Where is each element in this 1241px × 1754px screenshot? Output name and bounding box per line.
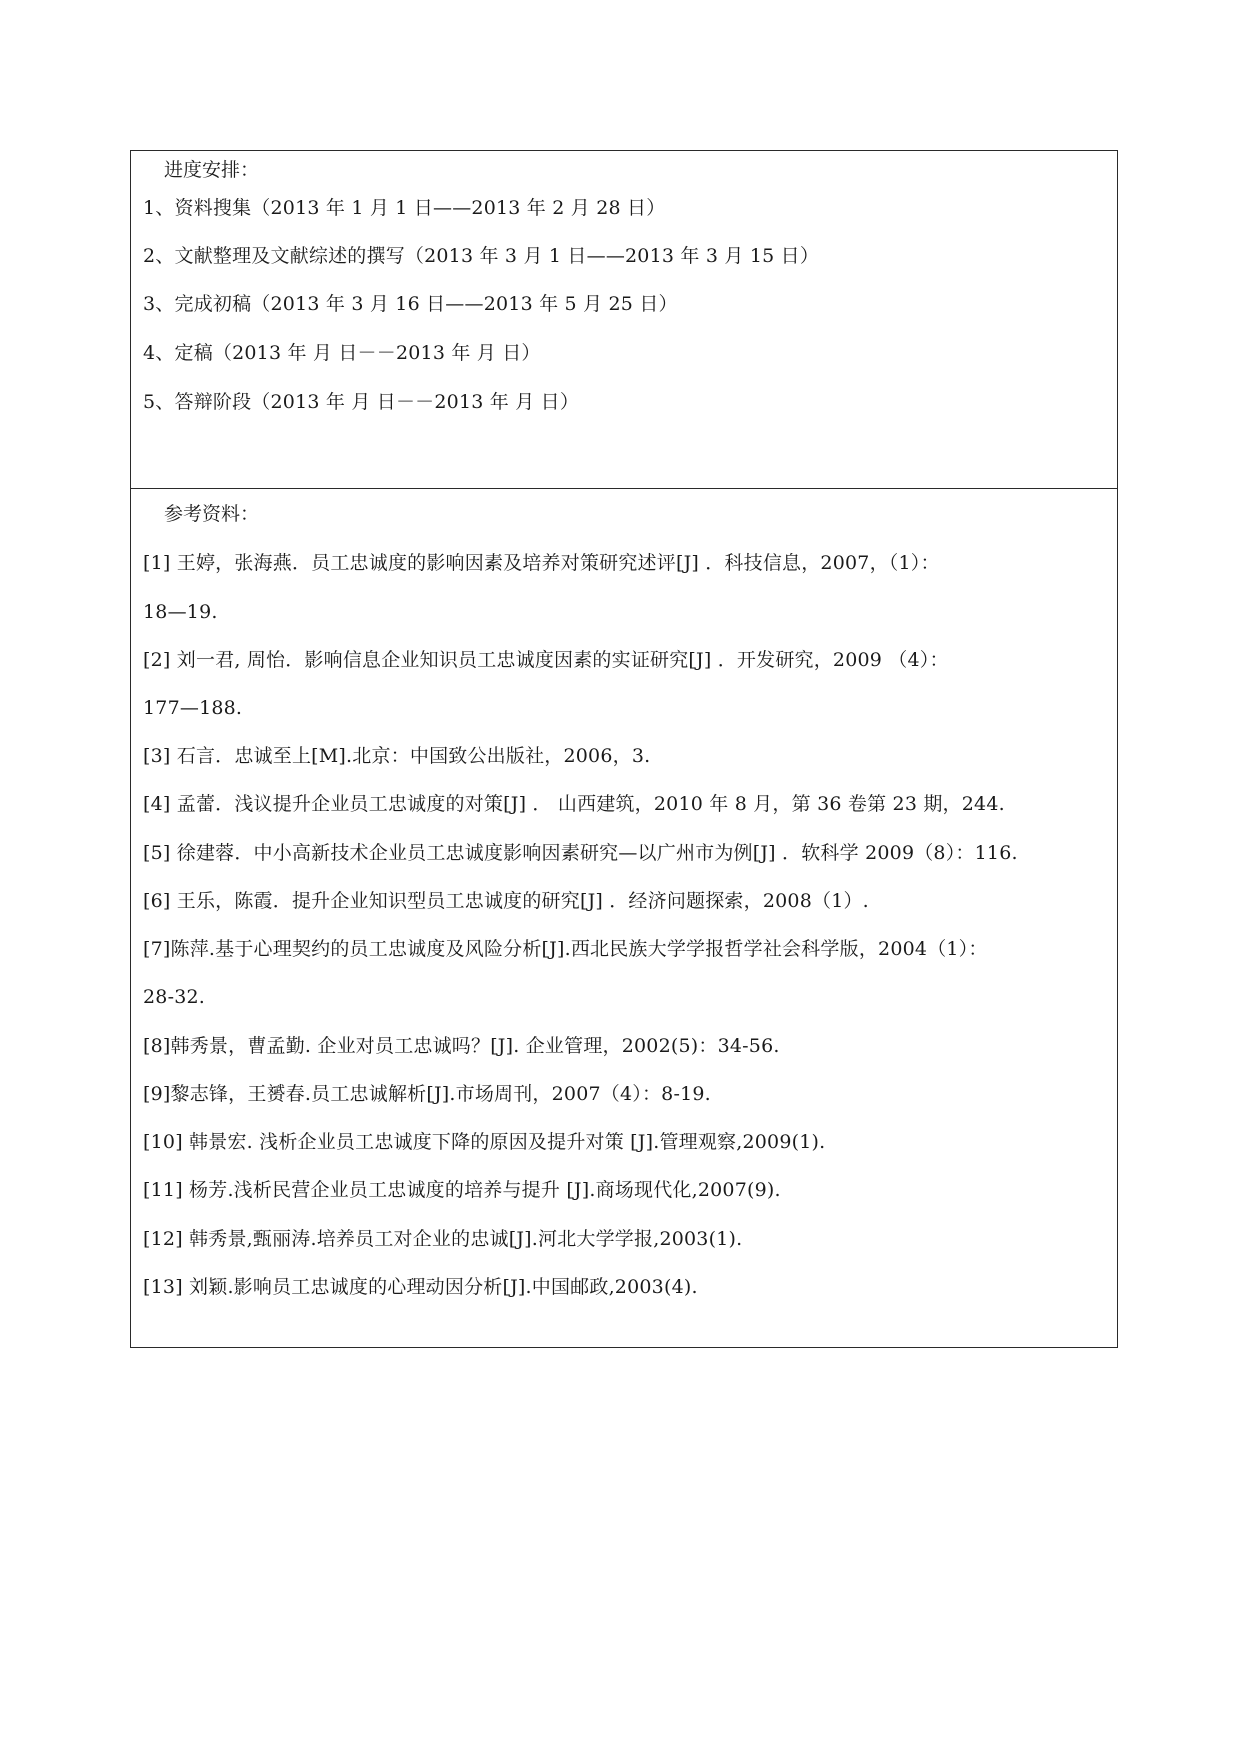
reference-line: [13] 刘颖.影响员工忠诚度的心理动因分析[J].中国邮政,2003(4). [143,1276,698,1298]
reference-line: [12] 韩秀景,甄丽涛.培养员工对企业的忠诚[J].河北大学学报,2003(1). [143,1228,743,1250]
references-section [131,489,1117,1347]
schedule-heading: 进度安排： [164,159,260,181]
reference-line: [8]韩秀景，曹孟勤. 企业对员工忠诚吗？[J]. 企业管理，2002(5)：34-56. [143,1035,780,1057]
reference-line: [9]黎志锋，王赟春.员工忠诚解析[J].市场周刊，2007（4）：8-19. [143,1083,711,1105]
reference-line: 177—188. [143,697,243,719]
schedule-item: 5、答辩阶段（2013 年 月 日－－2013 年 月 日） [143,391,580,413]
reference-line: [4] 孟蕾．浅议提升企业员工忠诚度的对策[J] ． 山西建筑，2010 年 8 月，第 36 卷第 23 期，244. [143,793,1005,815]
reference-line: 18—19. [143,601,218,623]
references-heading: 参考资料： [164,503,260,525]
reference-line: [10] 韩景宏. 浅析企业员工忠诚度下降的原因及提升对策 [J].管理观察,2009(1). [143,1131,826,1153]
schedule-item: 3、完成初稿（2013 年 3 月 16 日——2013 年 5 月 25 日） [143,293,678,315]
reference-line: 28-32. [143,986,206,1008]
reference-line: [2] 刘一君, 周怡．影响信息企业知识员工忠诚度因素的实证研究[J] ．开发研究，2009 （4）： [143,649,949,671]
schedule-section [131,151,1117,489]
schedule-item: 4、定稿（2013 年 月 日－－2013 年 月 日） [143,342,541,364]
reference-line: [7]陈萍.基于心理契约的员工忠诚度及风险分析[J].西北民族大学学报哲学社会科学版，2004（1）： [143,938,988,960]
reference-line: [11] 杨芳.浅析民营企业员工忠诚度的培养与提升 [J].商场现代化,2007(9). [143,1179,781,1201]
reference-line: [6] 王乐，陈霞．提升企业知识型员工忠诚度的研究[J] ．经济问题探索，2008（1）. [143,890,869,912]
reference-line: [5] 徐建蓉．中小高新技术企业员工忠诚度影响因素研究—以广州市为例[J] ．软科学 2009（8）：116. [143,842,1018,864]
schedule-item: 1、资料搜集（2013 年 1 月 1 日——2013 年 2 月 28 日） [143,197,666,219]
reference-line: [1] 王婷，张海燕．员工忠诚度的影响因素及培养对策研究述评[J] ．科技信息，2007，（1）： [143,552,940,574]
form-table [130,150,1118,1348]
reference-line: [3] 石言．忠诚至上[M].北京：中国致公出版社，2006，3. [143,745,651,767]
schedule-item: 2、文献整理及文献综述的撰写（2013 年 3 月 1 日——2013 年 3 月 15 日） [143,245,820,267]
